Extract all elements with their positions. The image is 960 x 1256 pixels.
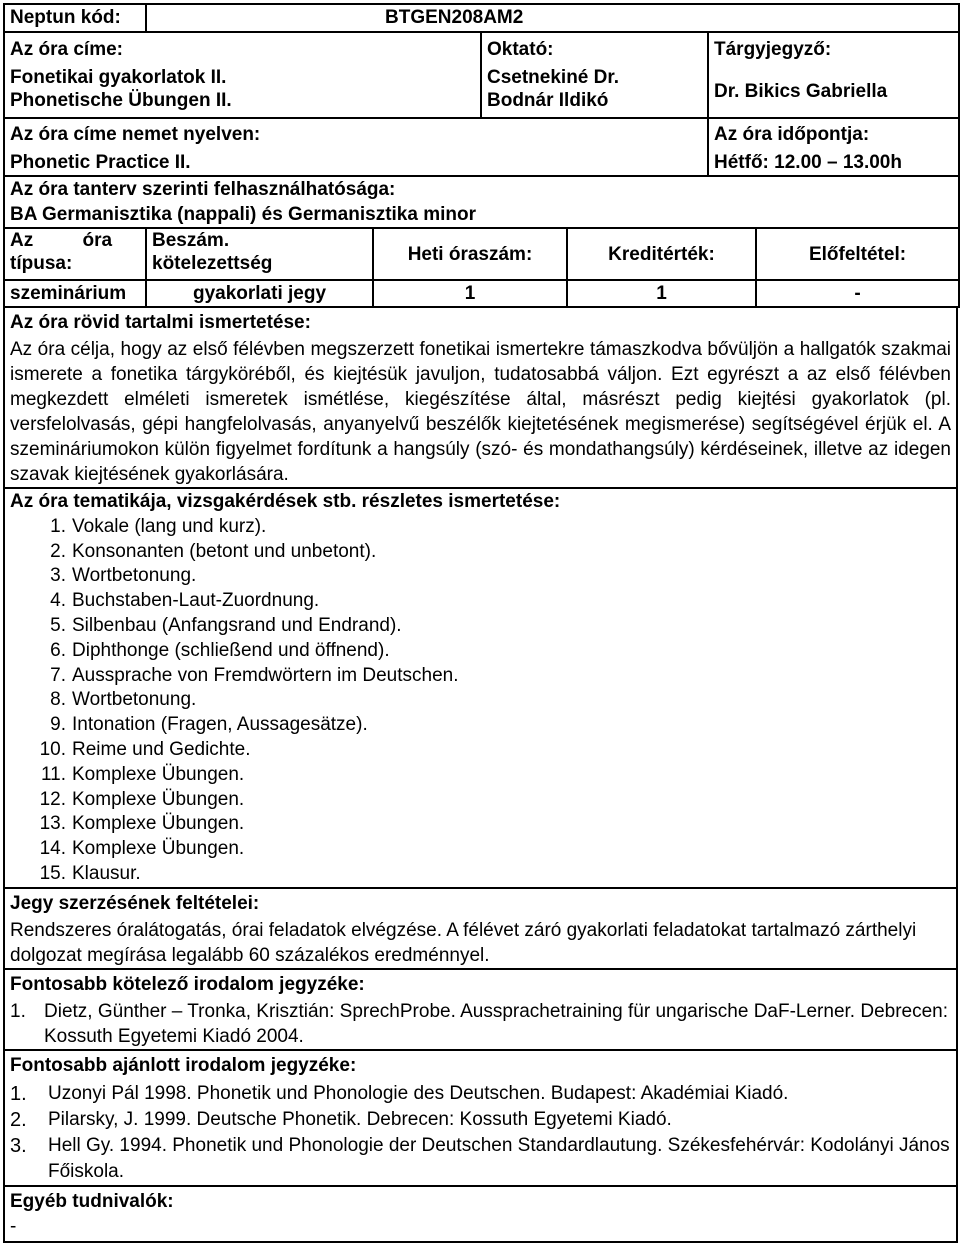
assessment-value: gyakorlati jegy [146,280,373,307]
topic-item-number: 5. [50,614,66,636]
course-description-sheet [3,3,958,1252]
course-title-values [4,66,481,118]
recommended-literature-item-number: 2. [10,1108,27,1131]
topic-item-text: Diphthonge (schließend und öffnend). [72,639,390,661]
required-literature-item-number: 1. [10,1000,26,1022]
description-text: Az óra célja, hogy az első félévben megszerzett fonetikai ismertekre támaszkodva bővüljön a hallgatók szakmai ismerete a fonetika tárgyköréből, és kiejtésük javuljon, tudatosabbá váljon. Ezt egyrészt a az első félévben megkezdett elméleti ismeretek ismétlése, kiegészítése által, másrészt pedig kiejtési gyakorlatok (pl. versfelolvasás, gépi hangfelolvasás, anyanyelvű beszélők kiejtetésének megismerése) segítségével érjük el. A szemináriumokon külön figyelmet fordítunk a hangsúly (szó- és mondathangsúly) kérdéseinek, illetve az idegen szavak kiejtésének gyakorlására. [10,339,951,485]
description-section [4,307,957,488]
recommended-literature-item [10,1081,951,1107]
recommended-literature-list [10,1081,951,1185]
content-table [3,306,958,1243]
topic-item-text: Wortbetonung. [72,689,197,711]
neptun-code-label: Neptun kód: [4,4,146,32]
assessment-label [146,228,373,280]
topic-item [28,540,951,565]
other-info-label: Egyéb tudnivalók: [10,1190,174,1212]
other-info-value: - [10,1215,17,1237]
topic-item [28,788,951,813]
recommended-literature-item [10,1133,951,1185]
topic-item-text: Reime und Gedichte. [72,738,251,760]
course-type-label-2: típusa: [10,253,73,274]
topic-item [28,837,951,862]
topic-item [28,664,951,689]
recommended-literature-item-text: Uzonyi Pál 1998. Phonetik und Phonologie des Deutschen. Budapest: Akadémiai Kiadó. [48,1082,789,1104]
topic-item [28,515,951,540]
usage-section [4,176,959,228]
topic-item-text: Buchstaben-Laut-Zuordnung. [72,590,320,612]
topics-section [4,488,957,888]
topic-item-number: 2. [50,540,66,562]
topic-item-text: Aussprache von Fremdwörtern im Deutschen. [72,664,459,686]
usage-value: BA Germanisztika (nappali) és Germanisztika minor [10,204,476,225]
topic-item [28,738,951,763]
topic-item [28,639,951,664]
recommended-literature-item-text: Hell Gy. 1994. Phonetik und Phonologie der Deutschen Standardlautung. Székesfehérvár: Kodolányi János Főiskola. [48,1134,950,1182]
recommended-literature-item-text: Pilarsky, J. 1999. Deutsche Phonetik. Debrecen: Kossuth Egyetemi Kiadó. [48,1108,672,1130]
topic-item-number: 13. [39,813,66,835]
topic-item-text: Wortbetonung. [72,565,197,587]
topic-item-text: Komplexe Übungen. [72,838,245,860]
lecturer-label: Oktató: [481,32,708,66]
lecturer-value [481,66,708,118]
recommended-literature-item-number: 1. [10,1082,27,1105]
course-title-hu: Fonetikai gyakorlatok II. [10,67,227,88]
topic-item-text: Komplexe Übungen. [72,813,245,835]
credit-value: 1 [567,280,756,307]
topic-item-number: 9. [50,714,66,736]
topic-item [28,589,951,614]
course-info-table [3,227,960,308]
assessment-label-1: Beszám. [152,230,230,251]
description-label: Az óra rövid tartalmi ismertetése: [10,312,311,333]
recommended-literature-item-number: 3. [10,1134,27,1157]
required-literature-section [4,969,957,1050]
neptun-code-value: BTGEN208AM2 [146,4,959,32]
course-type-label [4,228,146,280]
lecturer-line-1: Csetnekiné Dr. [487,67,619,88]
topic-item-text: Komplexe Übungen. [72,763,245,785]
recommended-literature-item [10,1107,951,1133]
assessment-label-2: kötelezettség [152,253,273,274]
topics-label: Az óra tematikája, vizsgakérdések stb. részletes ismertetése: [10,491,561,512]
title-foreign-label: Az óra címe nemet nyelven: [4,118,708,150]
time-value: Hétfő: 12.00 – 13.00h [708,150,959,176]
topic-item-number: 6. [50,639,66,661]
topic-item-text: Intonation (Fragen, Aussagesätze). [72,714,368,736]
requirements-section [4,888,957,969]
topic-item [28,614,951,639]
topic-item [28,713,951,738]
topic-item-number: 3. [50,565,66,587]
credit-label: Kreditérték: [567,228,756,280]
weekly-hours-label: Heti óraszám: [373,228,567,280]
required-literature-list [10,999,951,1049]
other-info-section [4,1186,957,1242]
required-literature-item-text: Dietz, Günther – Tronka, Krisztián: SprechProbe. Aussprachetraining für ungarische DaF-Lerner. Debrecen: Kossuth Egyetemi Kiadó 2004. [44,1000,949,1047]
topic-item-number: 10. [39,738,66,760]
topic-item-number: 8. [50,689,66,711]
usage-label: Az óra tanterv szerinti felhasználhatósága: [10,179,396,200]
required-literature-label: Fontosabb kötelező irodalom jegyzéke: [10,973,365,995]
topic-item-number: 15. [39,862,66,884]
topic-item-text: Silbenbau (Anfangsrand und Endrand). [72,614,402,636]
topic-item [28,812,951,837]
weekly-hours-value: 1 [373,280,567,307]
topic-item-number: 7. [50,664,66,686]
course-title-en: Phonetic Practice II. [4,150,708,176]
topic-item-text: Vokale (lang und kurz). [72,515,267,537]
topic-item-number: 4. [50,590,66,612]
topic-item [28,862,951,887]
topic-item [28,763,951,788]
requirements-text: Rendszeres óralátogatás, órai feladatok elvégzése. A félévet záró gyakorlati feladatokat tartalmazó zárthelyi dolgozat megírása legalább 60 százalékos eredménnyel. [10,919,917,966]
required-literature-item [10,999,951,1049]
prerequisite-label: Előfeltétel: [756,228,959,280]
prerequisite-value: - [756,280,959,307]
time-label: Az óra időpontja: [708,118,959,150]
lecturer-line-2: Bodnár Ildikó [487,90,609,111]
course-title-de: Phonetische Übungen II. [10,90,232,111]
topic-item-number: 12. [39,788,66,810]
topics-list [10,515,951,887]
topic-item [28,688,951,713]
topic-item-text: Konsonanten (betont und unbetont). [72,540,377,562]
course-title-label: Az óra címe: [4,32,481,66]
topic-item-text: Klausur. [72,862,141,884]
registrar-label: Tárgyjegyző: [708,32,959,66]
recommended-literature-section [4,1050,957,1186]
course-type-label-1: Az óra [10,230,113,251]
topic-item [28,564,951,589]
course-type-value: szeminárium [4,280,146,307]
recommended-literature-label: Fontosabb ajánlott irodalom jegyzéke: [10,1054,357,1076]
topic-item-number: 14. [39,838,66,860]
topic-item-text: Komplexe Übungen. [72,788,245,810]
topic-item-number: 11. [40,763,66,785]
course-table [3,3,960,229]
requirements-label: Jegy szerzésének feltételei: [10,892,260,914]
topic-item-number: 1. [50,515,66,537]
registrar-value: Dr. Bikics Gabriella [708,66,959,118]
